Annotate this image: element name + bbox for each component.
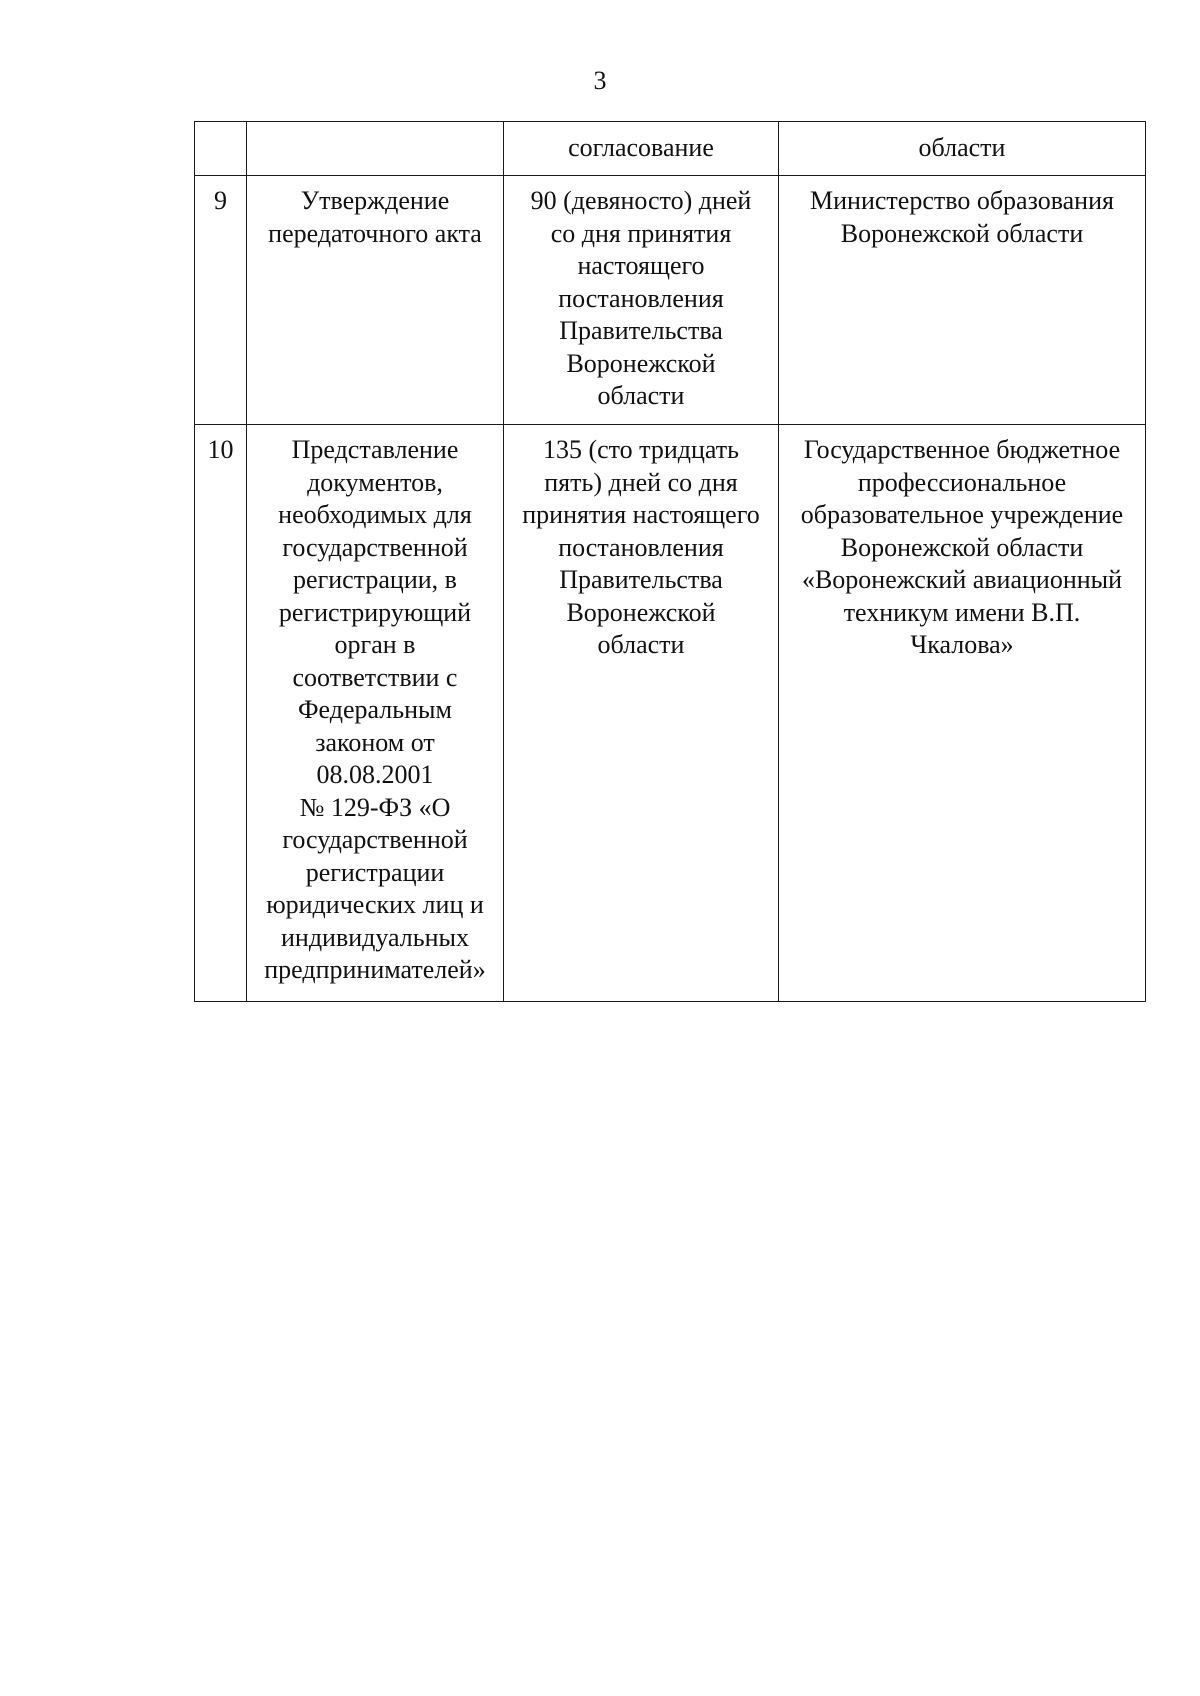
cell-deadline: 135 (сто тридцать пять) дней со дня принятия настоящего постановления Правительства Воронежской области bbox=[504, 425, 779, 1002]
cell-number: 10 bbox=[195, 425, 247, 1002]
schedule-table bbox=[194, 121, 1146, 1002]
table-row bbox=[195, 176, 1146, 425]
cell-number: 9 bbox=[195, 176, 247, 425]
cell-responsible: Государственное бюджетное профессиональное образовательное учреждение Воронежской области «Воронежский авиационный техникум имени В.П. Чкалова» bbox=[779, 425, 1146, 1002]
table-row-continuation bbox=[195, 122, 1146, 176]
cell-number bbox=[195, 122, 247, 176]
cell-action: Представление документов, необходимых для государственной регистрации, в регистрирующий орган в соответствии с Федеральным законом от 08.08.2001 № 129-ФЗ «О государственной регистрации юридических лиц и индивидуальных предпринимателей» bbox=[247, 425, 504, 1002]
cell-deadline: согласование bbox=[504, 122, 779, 176]
cell-responsible: области bbox=[779, 122, 1146, 176]
cell-action bbox=[247, 122, 504, 176]
table-row bbox=[195, 425, 1146, 1002]
cell-deadline: 90 (девяносто) дней со дня принятия настоящего постановления Правительства Воронежской области bbox=[504, 176, 779, 425]
cell-action: Утверждение передаточного акта bbox=[247, 176, 504, 425]
page-number: 3 bbox=[593, 66, 607, 95]
cell-responsible: Министерство образования Воронежской области bbox=[779, 176, 1146, 425]
